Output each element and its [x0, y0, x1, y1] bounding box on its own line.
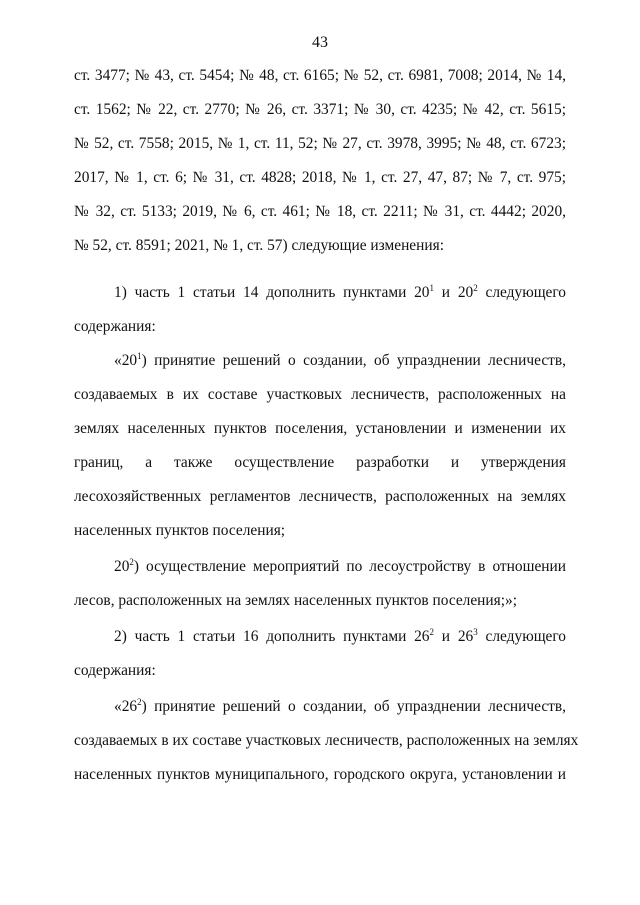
point-20-1-first-line: «$20^1$) принятие решений о создании, об упразднении лесничеств,: [114, 351, 566, 369]
text-line: населенных пунктов поселения;: [74, 522, 286, 539]
text-line: населенных пунктов муниципального, городского округа, установлении и: [74, 766, 566, 783]
text-line: создаваемых в их составе участковых лесничеств, расположенных на землях: [74, 732, 579, 749]
text-line: лесов, расположенных на землях населенных пунктов поселения;»;: [74, 592, 517, 609]
text-line: ст. 3477; № 43, ст. 5454; № 48, ст. 6165; № 52, ст. 6981, 7008; 2014, № 14,: [74, 67, 566, 84]
text-line: создаваемых в их составе участковых лесничеств, расположенных на: [74, 386, 566, 403]
text-line: лесохозяйственных регламентов лесничеств, расположенных на землях: [74, 488, 566, 505]
point-20-2-first-line: $20^2$) осуществление мероприятий по лесоустройству в отношении: [114, 557, 566, 575]
item-1-continuation: содержания:: [74, 318, 156, 335]
text-line: № 52, ст. 7558; 2015, № 1, ст. 11, 52; № 27, ст. 3978, 3995; № 48, ст. 6723;: [74, 135, 566, 152]
item-2-continuation: содержания:: [74, 662, 156, 679]
page-number: 43: [312, 34, 328, 51]
text-line: № 32, ст. 5133; 2019, № 6, ст. 461; № 18, ст. 2211; № 31, ст. 4442; 2020,: [74, 203, 566, 220]
text-line: 2017, № 1, ст. 6; № 31, ст. 4828; 2018, № 1, ст. 27, 47, 87; № 7, ст. 975;: [74, 169, 566, 186]
item-1-first-line: 1) часть 1 статьи 14 дополнить пунктами $20^1$ и $20^2$ следующего: [114, 283, 567, 301]
text-line: границ, а также осуществление разработки и утверждения: [74, 454, 566, 471]
text-line: № 52, ст. 8591; 2021, № 1, ст. 57) следующие изменения:: [74, 237, 444, 254]
text-line: ст. 1562; № 22, ст. 2770; № 26, ст. 3371; № 30, ст. 4235; № 42, ст. 5615;: [74, 101, 566, 118]
item-2-first-line: 2) часть 1 статьи 16 дополнить пунктами $26^2$ и $26^3$ следующего: [114, 627, 567, 645]
text-line: землях населенных пунктов поселения, установлении и изменении их: [74, 420, 566, 437]
point-26-2-first-line: «$26^2$) принятие решений о создании, об упразднении лесничеств,: [114, 697, 566, 715]
